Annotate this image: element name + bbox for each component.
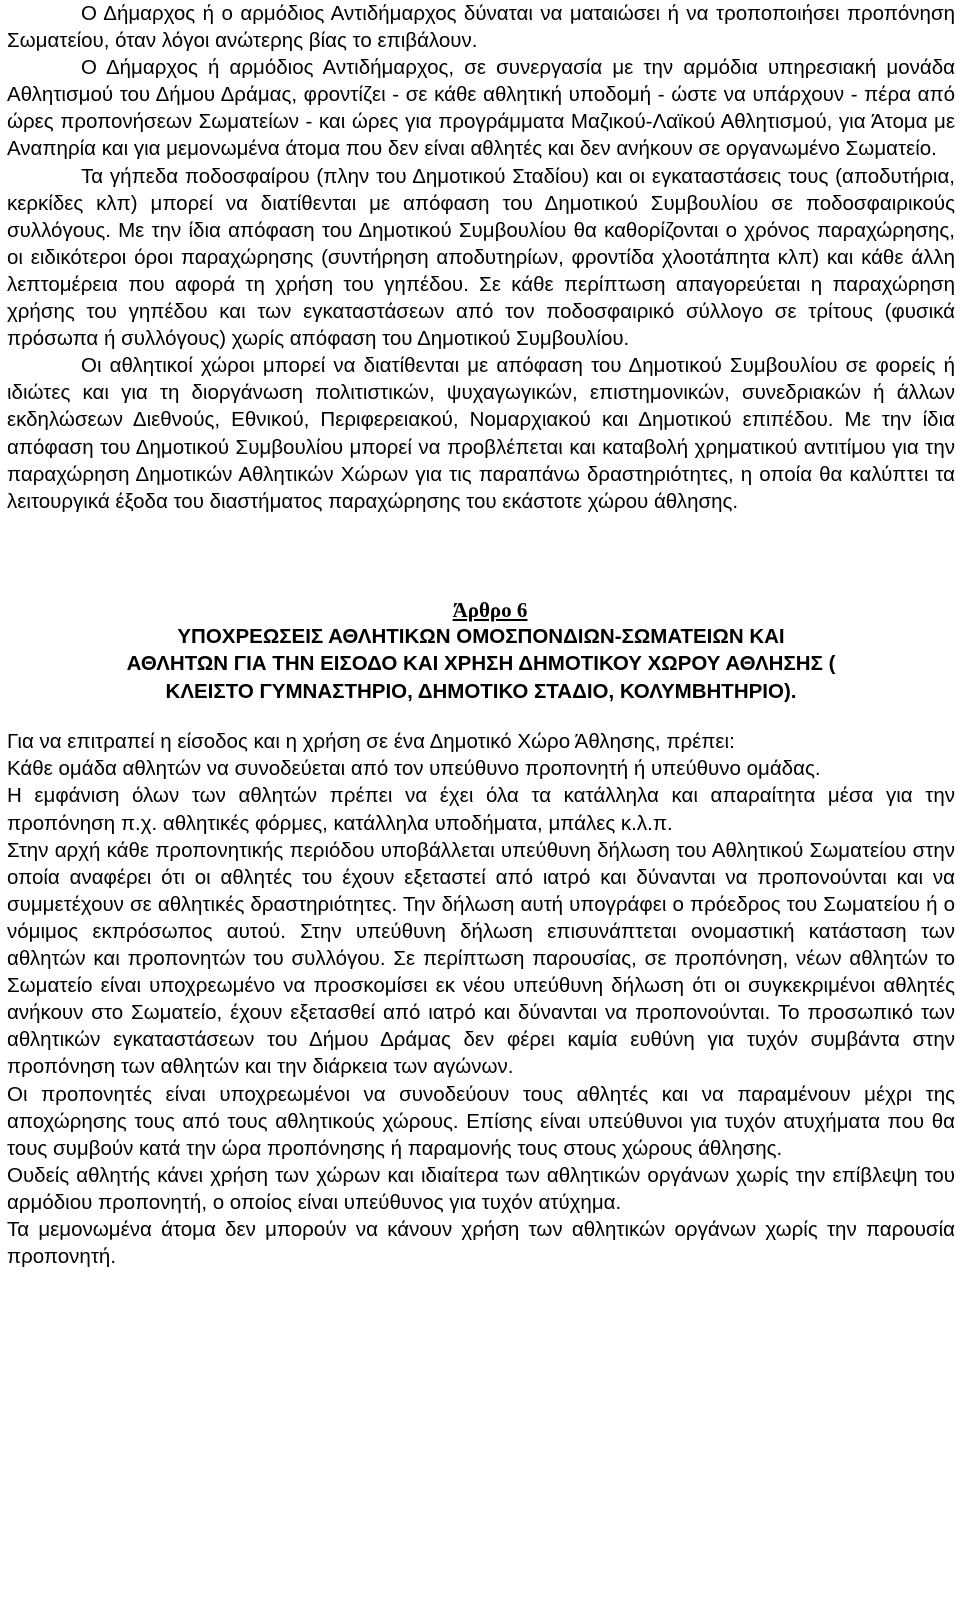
spacer: [7, 515, 955, 597]
paragraph-sports-venues-events: Οι αθλητικοί χώροι μπορεί να διατίθενται με απόφαση του Δημοτικού Συμβουλίου σε φορείς ή ιδιώτες και για τη διοργάνωση πολιτιστικών, ψυχαγωγικών, επιστημονικών, συνεδριακών ή άλλων εκδηλώσεων Διεθνούς, Εθνικού, Περιφερειακού, Νομαρχιακού και Δημοτικού επιπέδου. Με την ίδια απόφαση του Δημοτικού Συμβουλίου μπορεί να προβλέπεται και καταβολή χρηματικού αντιτίμου για την παραχώρηση Δημοτικών Αθλητικών Χώρων για τις παραπάνω δραστηριότητες, η οποία θα καλύπτει τα λειτουργικά έξοδα του διαστήματος παραχώρησης του εκάστοτε χώρου άθλησης.: [7, 354, 955, 513]
paragraph-athlete-equipment: Η εμφάνιση όλων των αθλητών πρέπει να έχει όλα τα κατάλληλα και απαραίτητα μέσα για την προπόνηση π.χ. αθλητικές φόρμες, κατάλληλα υποδήματα, μπάλες κ.λ.π.: [7, 784, 955, 835]
paragraph-supervision: Ουδείς αθλητής κάνει χρήση των χώρων και ιδιαίτερα των αθλητικών οργάνων χωρίς την επίβλεψη του αρμόδιου προπονητή, ο οποίος είναι υπεύθυνος για τυχόν ατύχημα.: [7, 1163, 955, 1214]
spacer: [7, 705, 955, 728]
paragraph-football-fields: Τα γήπεδα ποδοσφαίρου (πλην του Δημοτικού Σταδίου) και οι εγκαταστάσεις τους (αποδυτήρια, κερκίδες κλπ) μπορεί να διατίθενται με απόφαση του Δημοτικού Συμβουλίου σε ποδοσφαιρικούς συλλόγους. Με την ίδια απόφαση του Δημοτικού Συμβουλίου θα καθορίζονται ο χρόνος παραχώρησης, οι ειδικότεροι όροι παραχώρησης (συντήρηση αποδυτηρίων, φροντίδα χλοοτάπητα κλπ) και κάθε άλλη λεπτομέρεια που αφορά τη χρήση του γηπέδου. Σε κάθε περίπτωση απαγορεύεται η παραχώρηση χρήσης του γηπέδου και των εγκαταστάσεων από τον ποδοσφαιρικό σύλλογο σε τρίτους (φυσικά πρόσωπα ή συλλόγους) χωρίς απόφαση του Δημοτικού Συμβουλίου.: [7, 164, 955, 351]
article-title-line-3: ΚΛΕΙΣΤΟ ΓΥΜΝΑΣΤΗΡΙΟ, ΔΗΜΟΤΙΚΟ ΣΤΑΔΙΟ, ΚΟΛΥΜΒΗΤΗΡΙΟ).: [165, 679, 797, 703]
paragraph-individuals: Τα μεμονωμένα άτομα δεν μπορούν να κάνουν χρήση των αθλητικών οργάνων χωρίς την παρουσία προπονητή.: [7, 1217, 955, 1269]
paragraph-sports-hours: Ο Δήμαρχος ή αρμόδιος Αντιδήμαρχος, σε συνεργασία με την αρμόδια υπηρεσιακή μονάδα Αθλητισμού του Δήμου Δράμας, φροντίζει - σε κάθε αθλητική υποδομή - ώστε να υπάρχουν - πέρα από ώρες προπονήσεων Σωματείων - και ώρες για προγράμματα Μαζικού-Λαϊκού Αθλητισμού, για Άτομα με Αναπηρία και για μεμονωμένα άτομα που δεν είναι αθλητές και δεν ανήκουν σε οργανωμένο Σωματείο.: [7, 56, 955, 161]
paragraph-coach-responsibility: Οι προπονητές είναι υποχρεωμένοι να συνοδεύουν τους αθλητές και να παραμένουν μέχρι της αποχώρησης τους από τους αθλητικούς χώρους. Επίσης είναι υπεύθυνοι για τυχόν ατυχήματα που θα τους συμβούν κατά την ώρα προπόνησης ή παραμονής τους στους χώρους άθλησης.: [7, 1082, 955, 1160]
paragraph-team-escort: Κάθε ομάδα αθλητών να συνοδεύεται από τον υπεύθυνο προπονητή ή υπεύθυνο ομάδας.: [7, 757, 821, 781]
article-title-line-1: ΥΠΟΧΡΕΩΣΕΙΣ ΑΘΛΗΤΙΚΩΝ ΟΜΟΣΠΟΝΔΙΩΝ-ΣΩΜΑΤΕΙΩΝ ΚΑΙ: [177, 624, 785, 648]
paragraph-entry-conditions: Για να επιτραπεί η είσοδος και η χρήση σε ένα Δημοτικό Χώρο Άθλησης, πρέπει:: [7, 730, 735, 754]
paragraph-mayor-cancel: Ο Δήμαρχος ή ο αρμόδιος Αντιδήμαρχος δύναται να ματαιώσει ή να τροποποιήσει προπόνηση Σωματείου, όταν λόγοι ανώτερης βίας το επιβάλουν.: [7, 2, 955, 53]
article-heading: Άρθρο 6: [452, 597, 528, 622]
article-title-line-2: ΑΘΛΗΤΩΝ ΓΙΑ ΤΗΝ ΕΙΣΟΔΟ ΚΑΙ ΧΡΗΣΗ ΔΗΜΟΤΙΚΟΥ ΧΩΡΟΥ ΑΘΛΗΣΗΣ (: [126, 652, 836, 676]
paragraph-medical-declaration: Στην αρχή κάθε προπονητικής περιόδου υποβάλλεται υπεύθυνη δήλωση του Αθλητικού Σωματείου στην οποία αναφέρει ότι οι αθλητές του έχουν εξεταστεί από ιατρό και δύνανται να προπονούνται και να συμμετέχουν σε αθλητικές δραστηριότητες. Την δήλωση αυτή υπογράφει ο πρόεδρος του Σωματείου ή ο νόμιμος εκπρόσωπος αυτού. Στην υπεύθυνη δήλωση επισυνάπτεται ονομαστική κατάσταση των αθλητών και προπονητών του συλλόγου. Σε περίπτωση παρουσίας, σε προπόνηση, νέων αθλητών το Σωματείο είναι υποχρεωμένο να προσκομίσει εκ νέου υπεύθυνη δήλωση ότι οι συγκεκριμένοι αθλητές ανήκουν στο Σωματείο, έχουν εξετασθεί από ιατρό και δύνανται να προπονούνται. Το προσωπικό των αθλητικών εγκαταστάσεων του Δήμου Δράμας δεν φέρει καμία ευθύνη για τυχόν συμβάντα στην προπόνηση των αθλητών και την διάρκεια των αγώνων.: [7, 838, 955, 1079]
document-page: [7, 0, 955, 1270]
